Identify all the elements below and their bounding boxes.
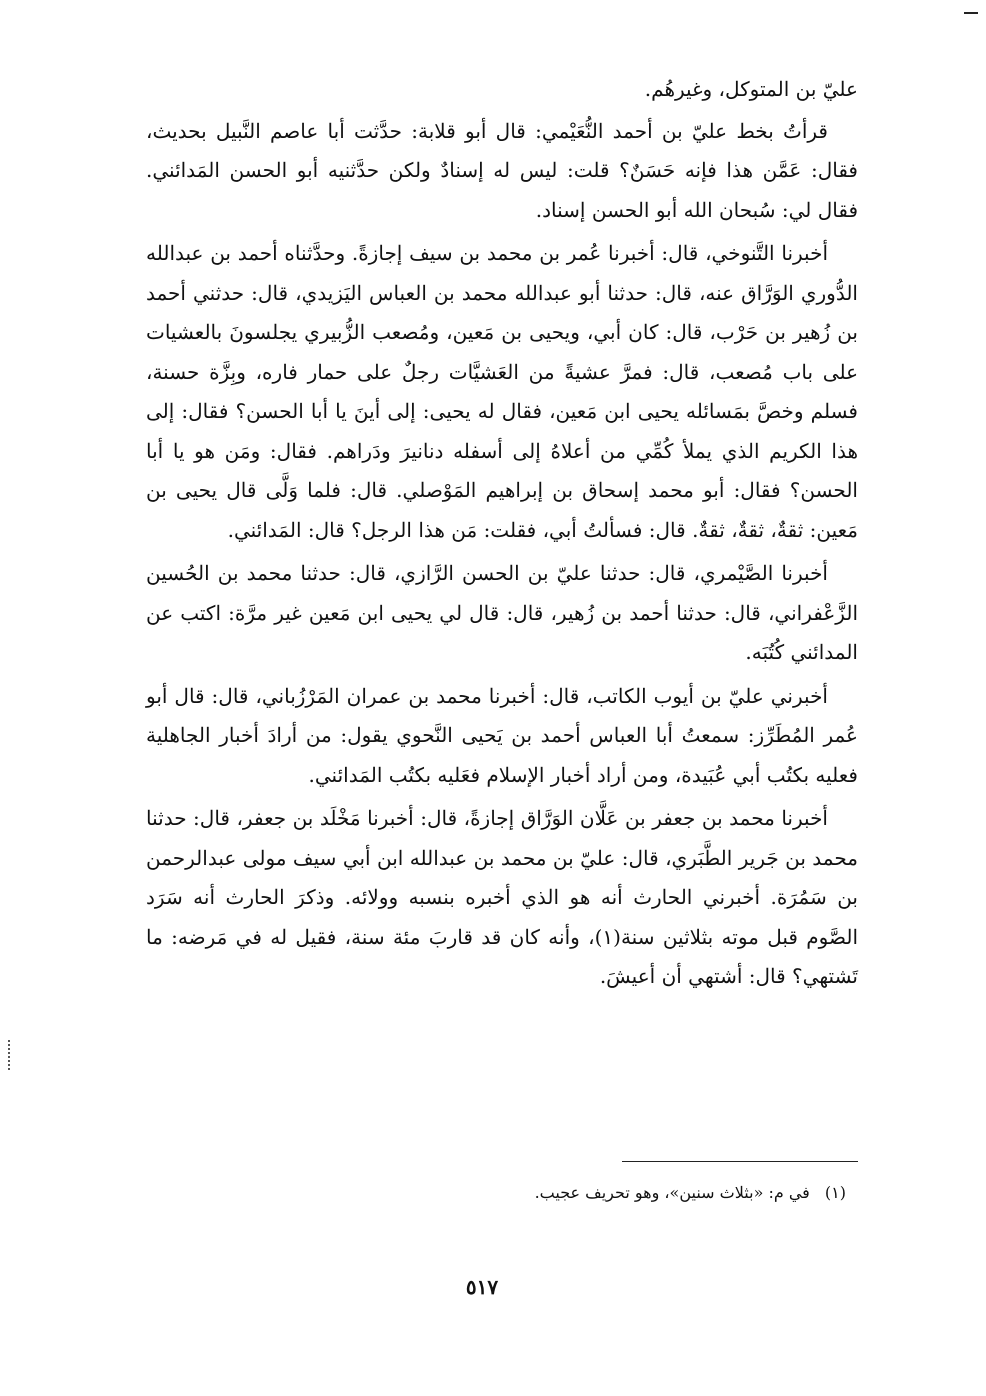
page-number: ٥١٧ (465, 1275, 499, 1299)
footnote-text: في م: «بثلاث سنين»، وهو تحريف عجيب. (534, 1183, 810, 1202)
paragraph-2: قرأتُ بخط عليّ بن أحمد النُّعَيْمي: قال أبو قلابة: حدَّثت أبا عاصم النَّبيل بحديث، فقال: عَمَّن هذا فإنه حَسَنٌ؟ قلت: ليس له إسنادٌ ولكن حدَّثنيه أبو الحسن المَدائني. فقال لي: سُبحان الله أبو الحسن إسناد. (146, 118, 858, 222)
footnote-divider (622, 1161, 858, 1162)
margin-mark (8, 1040, 12, 1070)
paragraph-3: أخبرنا التَّنوخي، قال: أخبرنا عُمر بن محمد بن سيف إجازةً. وحدَّثناه أحمد بن عبدالله الدُّوري الوَرَّاق عنه، قال: حدثنا أبو عبدالله محمد بن العباس اليَزيدي، قال: حدثني أحمد بن زُهير بن حَرْب، قال: كان أبي، ويحيى بن مَعين، ومُصعب الزُّبيري يجلسونَ بالعشيات على باب مُصعب، قال: فمرَّ عشيةً من العَشيَّات رجلٌ على حمار فاره، وبِزَّة حسنة، فسلم وخصَّ بمَسائله يحيى ابن مَعين، فقال له يحيى: إلى أينَ يا أبا الحسن؟ فقال: إلى هذا الكريم الذي يملأ كُمِّي من أعلاهُ إلى أسفله دنانيرَ ودَراهم. فقال: ومَن هو يا أبا الحسن؟ فقال: أبو محمد إسحاق بن إبراهيم المَوْصلي. قال: فلما وَلَّى قال يحيى بن مَعين: ثقةٌ، ثقةٌ، ثقةٌ. قال: فسألتُ أبي، فقلت: مَن هذا الرجل؟ قال: المَدائني. (146, 241, 858, 542)
paragraph-1: عليّ بن المتوكل، وغيرهُم. (644, 77, 858, 101)
paragraph-5: أخبرني عليّ بن أيوب الكاتب، قال: أخبرنا محمد بن عمران المَرْزُباني، قال: قال أبو عُمر المُطَرِّز: سمعتُ أبا العباس أحمد بن يَحيى النَّحوي يقول: من أرادَ أخبار الجاهلية فعليه بكتُب أبي عُبَيدة، ومن أراد أخبار الإسلام فعَليه بكتُب المَدائني. (146, 683, 858, 787)
paragraph-4: أخبرنا الصَّيْمري، قال: حدثنا عليّ بن الحسن الرَّازي، قال: حدثنا محمد بن الحُسين الزَّعْفراني، قال: حدثنا أحمد بن زُهير، قال: قال لي يحيى ابن مَعين غير مرَّة: اكتب عن المدائني كُتُبَه. (146, 561, 858, 664)
corner-mark (964, 12, 978, 14)
footnote-number: (١) (824, 1183, 846, 1202)
footnote (146, 1180, 846, 1206)
body-text (146, 70, 858, 997)
paragraph-6: أخبرنا محمد بن جعفر بن عَلَّان الوَرَّاق إجازةً، قال: أخبرنا مَخْلَد بن جعفر، قال: حدثنا محمد بن جَرير الطَّبَري، قال: عليّ بن محمد بن عبدالله ابن أبي سيف مولى عبدالرحمن بن سَمُرَة. أخبرني الحارث أنه هو الذي أخبره بنسبه وولائه. وذكرَ الحارث أنه سَرَد الصَّوم قبل موته بثلاثين سنة(١)، وأنه كان قد قاربَ مئة سنة، فقيل له في مَرضه: ما تَشتهي؟ قال: أشتهي أن أعيشَ. (146, 806, 858, 988)
